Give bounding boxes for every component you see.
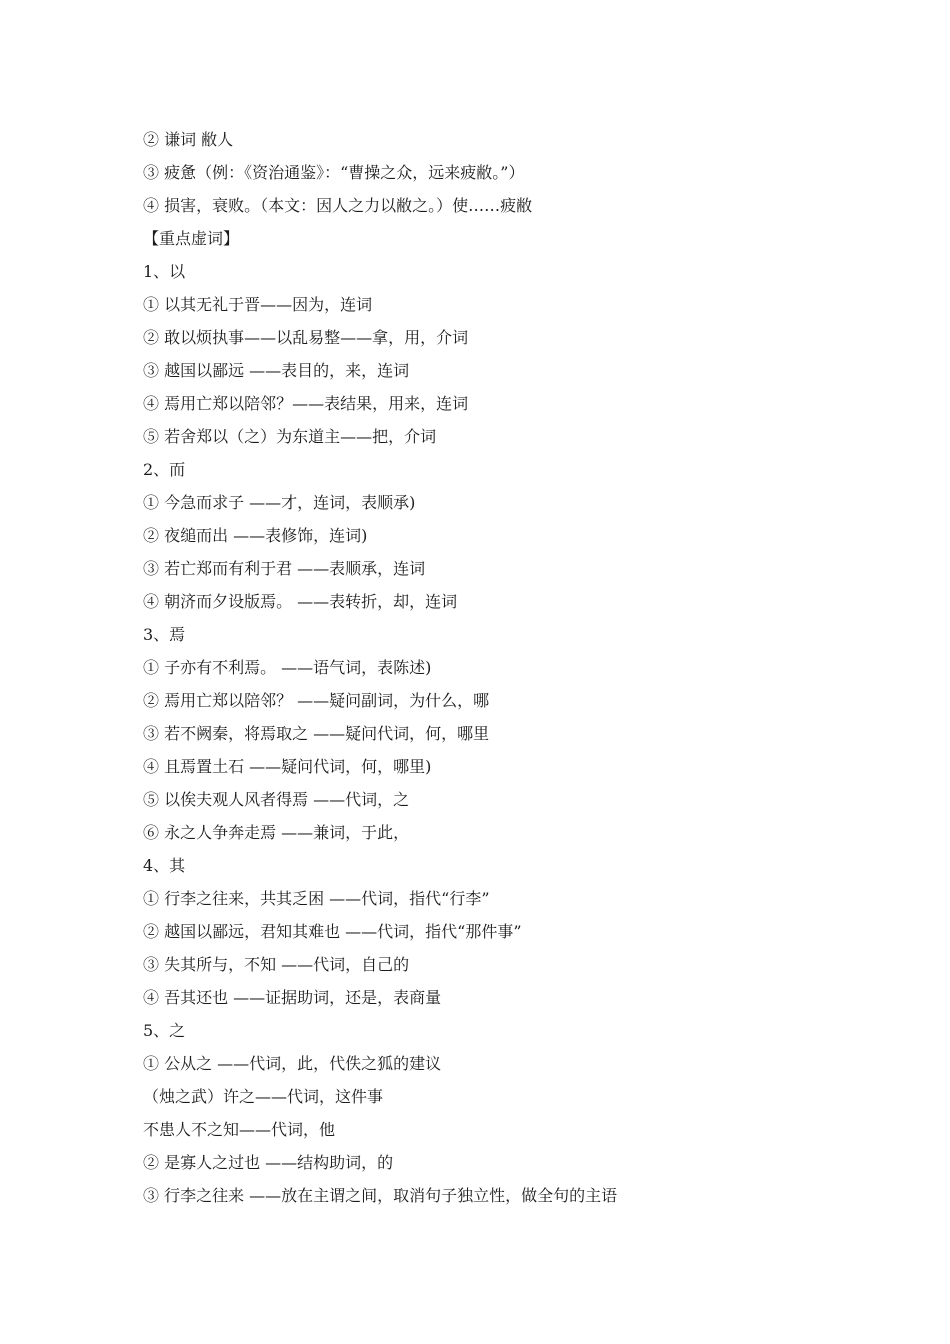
text-line: ③ 若不阙秦，将焉取之 ——疑问代词，何，哪里: [143, 724, 490, 743]
subsection-heading: 5、之: [143, 1021, 186, 1040]
text-line: ① 以其无礼于晋——因为，连词: [143, 295, 373, 314]
text-line: ④ 吾其还也 ——证据助词，还是，表商量: [143, 988, 442, 1007]
subsection-heading: 2、而: [143, 460, 186, 479]
document-body: [143, 123, 863, 1212]
subsection-heading: 3、焉: [143, 625, 186, 644]
text-line: ④ 焉用亡郑以陪邻？——表结果，用来，连词: [143, 394, 469, 413]
text-line: ① 行李之往来，共其乏困 ——代词，指代“行李”: [143, 889, 490, 908]
text-line: ③ 失其所与，不知 ——代词，自己的: [143, 955, 410, 974]
text-line: ① 子亦有不利焉。 ——语气词，表陈述): [143, 658, 432, 677]
text-line: ② 敢以烦执事——以乱易整——拿，用，介词: [143, 328, 469, 347]
text-line: ② 是寡人之过也 ——结构助词，的: [143, 1153, 394, 1172]
subsection-heading: 1、以: [143, 262, 186, 281]
text-line: ③ 疲惫（例：《资治通鉴》：“曹操之众，远来疲敝。”）: [143, 163, 525, 182]
text-line: ④ 且焉置土石 ——疑问代词，何，哪里): [143, 757, 432, 776]
text-line: ③ 若亡郑而有利于君 ——表顺承，连词: [143, 559, 426, 578]
text-line: ② 焉用亡郑以陪邻？ ——疑问副词，为什么，哪: [143, 691, 490, 710]
text-line: ② 越国以鄙远，君知其难也 ——代词，指代“那件事”: [143, 922, 522, 941]
text-line: ② 夜缒而出 ——表修饰，连词): [143, 526, 368, 545]
text-line: ⑤ 若舍郑以（之）为东道主——把，介词: [143, 427, 437, 446]
text-line: ① 公从之 ——代词，此，代佚之狐的建议: [143, 1054, 442, 1073]
text-line: ① 今急而求子 ——才，连词，表顺承): [143, 493, 416, 512]
section-heading: 【重点虚词】: [143, 229, 240, 248]
text-line: ④ 损害，衰败。（本文：因人之力以敝之。）使……疲敝: [143, 196, 533, 215]
text-line: ③ 越国以鄙远 ——表目的，来，连词: [143, 361, 410, 380]
text-line: ⑤ 以俟夫观人风者得焉 ——代词，之: [143, 790, 410, 809]
text-line: 不患人不之知——代词，他: [143, 1120, 336, 1139]
subsection-heading: 4、其: [143, 856, 186, 875]
text-line: （烛之武）许之——代词，这件事: [143, 1087, 384, 1106]
text-line: ② 谦词 敝人: [143, 130, 234, 149]
text-line: ④ 朝济而夕设版焉。 ——表转折，却，连词: [143, 592, 458, 611]
text-line: ⑥ 永之人争奔走焉 ——兼词，于此，: [143, 823, 410, 842]
text-line: ③ 行李之往来 ——放在主谓之间，取消句子独立性，做全句的主语: [143, 1186, 618, 1205]
